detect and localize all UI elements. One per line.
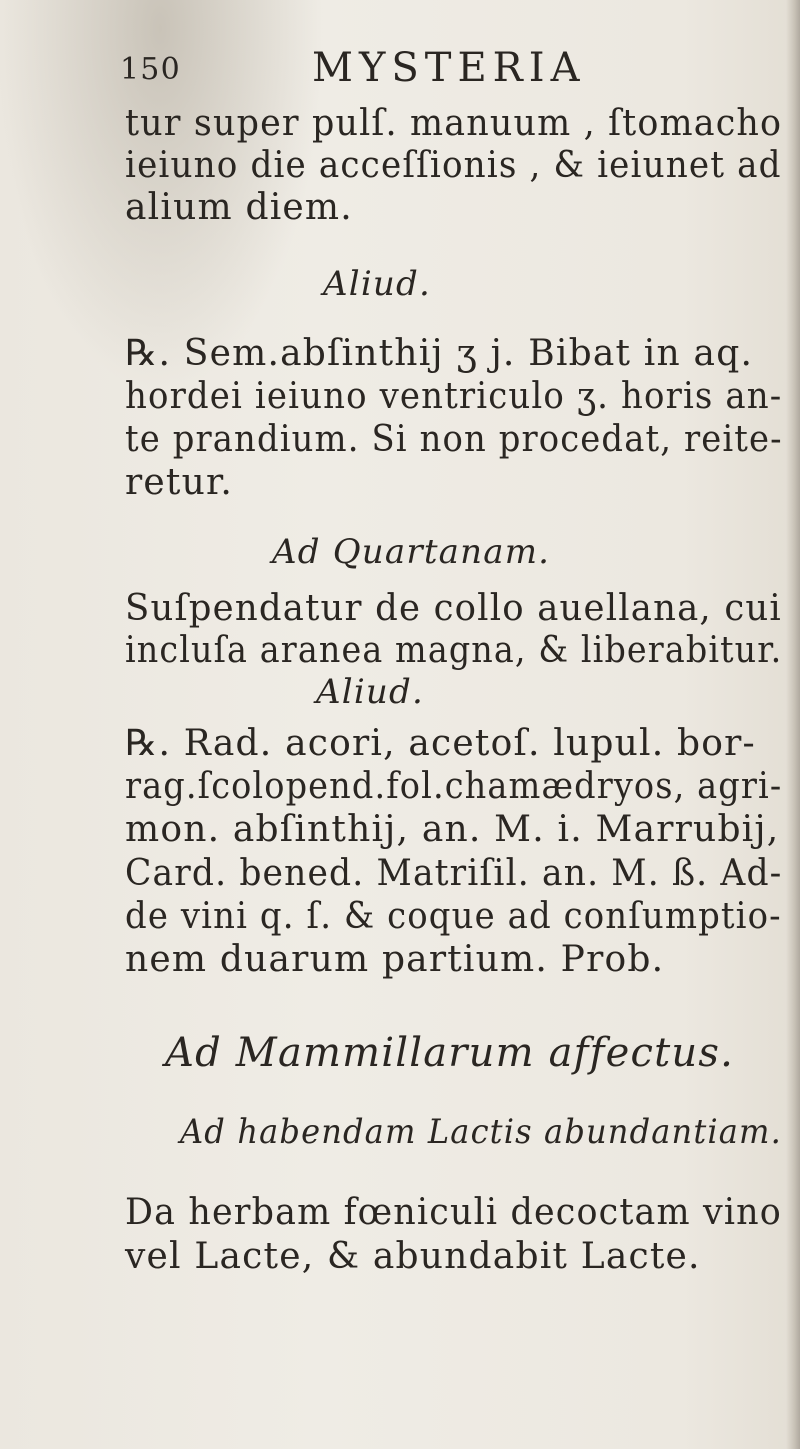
text-line: rag.ſcolopend.fol.chamædryos, agri- bbox=[125, 766, 783, 807]
text-line: Card. bened. Matriſil. an. M. ß. Ad- bbox=[125, 853, 783, 894]
text-line: hordei ieiuno ventriculo ʒ. horis an- bbox=[125, 376, 783, 417]
page-number: 150 bbox=[120, 52, 181, 87]
text-line: te prandium. Si non procedat, reite- bbox=[125, 419, 783, 460]
text-line: de vini q. ſ. & coque ad conſumptio- bbox=[125, 896, 782, 937]
text-line: vel Lacte, & abundabit Lacte. bbox=[125, 1236, 701, 1277]
text-line: alium diem. bbox=[125, 187, 353, 228]
text-line: incluſa aranea magna, & liberabitur. bbox=[125, 630, 783, 671]
section-heading: Ad Quartanam. bbox=[272, 532, 551, 572]
text-line: ℞. Sem.abſinthij ʒ j. Bibat in aq. bbox=[125, 333, 754, 374]
text-line: tur super pulſ. manuum , ſtomacho bbox=[125, 103, 783, 144]
section-heading: Aliud. bbox=[323, 264, 431, 304]
text-line: ieiuno die acceſſionis , & ieiunet ad bbox=[125, 145, 782, 186]
text-line: retur. bbox=[125, 462, 234, 503]
section-heading: Ad Mammillarum affectus. bbox=[165, 1030, 735, 1076]
section-heading: Ad habendam Lactis abundantiam. bbox=[180, 1112, 782, 1152]
text-line: Suſpendatur de collo auellana, cui bbox=[125, 588, 782, 629]
text-line: Da herbam fœniculi decoctam vino bbox=[125, 1192, 782, 1233]
text-line: ℞. Rad. acori, acetoſ. lupul. bor- bbox=[125, 723, 756, 764]
section-heading: Aliud. bbox=[316, 672, 424, 712]
running-title: MYSTERIA bbox=[312, 45, 586, 91]
text-line: mon. abſinthij, an. M. i. Marrubij, bbox=[125, 809, 780, 850]
text-line: nem duarum partium. Prob. bbox=[125, 939, 665, 980]
